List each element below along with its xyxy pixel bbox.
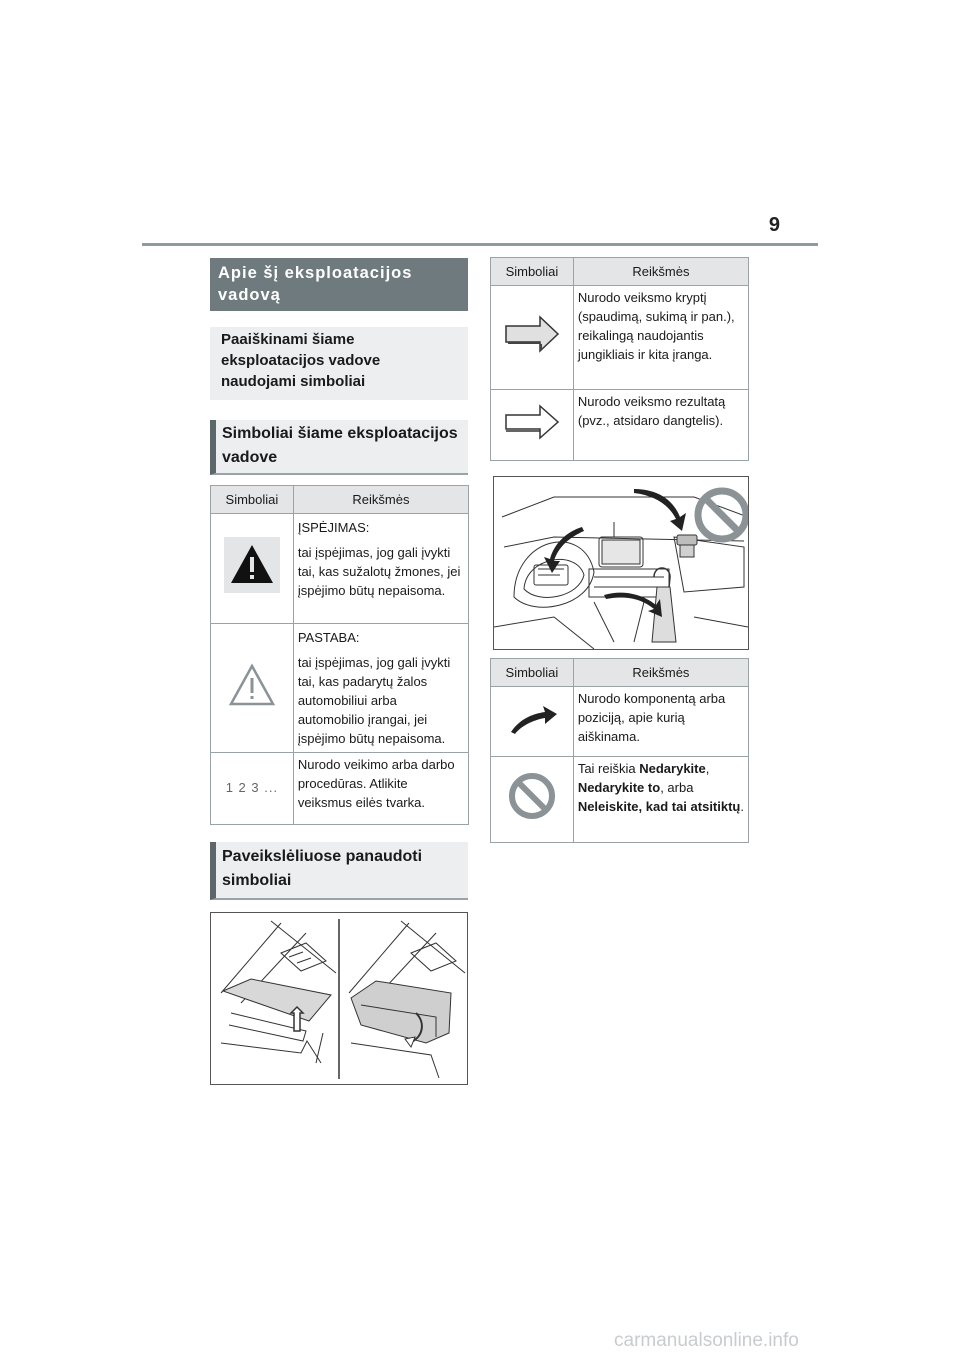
arrow-outline-icon — [502, 402, 562, 442]
symbol-cell — [211, 624, 294, 753]
table-row — [491, 286, 749, 390]
notice-text: tai įspėjimas, jog gali įvykti tai, kas padarytų žalos automobiliui arba automobilio įrangai, jei įspėjimo būtų nepaisoma. — [297, 655, 451, 746]
warning-triangle-filled-icon — [224, 537, 280, 593]
step-numbers-icon: 1 2 3 ... — [225, 780, 279, 795]
prohibition-suffix: . — [740, 799, 745, 814]
prohibition-prefix: Tai reiškia — [577, 761, 640, 776]
page-number: 9 — [768, 214, 780, 236]
table-row — [211, 624, 469, 753]
prohibition-bold-1: Nedarykite — [639, 761, 706, 776]
table-header-row — [211, 486, 469, 514]
table-row — [211, 514, 469, 624]
meaning-cell — [573, 390, 748, 461]
meaning-cell — [573, 687, 748, 757]
column-header-meaning: Reikšmės — [573, 258, 748, 286]
symbols-table-arrows — [490, 257, 749, 461]
warning-label: ĮSPĖJIMAS: — [297, 520, 370, 535]
intro-box: Paaiškinami šiame eksploatacijos vadove naudojami simboliai — [210, 327, 468, 400]
column-header-meaning: Reikšmės — [293, 486, 468, 514]
illustration-dashboard — [493, 476, 749, 650]
table-header-row — [491, 258, 749, 286]
table-row — [491, 687, 749, 757]
curved-pointer-arrow-icon — [505, 698, 559, 738]
meaning-cell — [573, 286, 748, 390]
table-row — [491, 757, 749, 843]
chapter-banner: Apie šį eksploatacijos vadovą — [210, 258, 468, 311]
column-header-symbols: Simboliai — [211, 486, 294, 514]
result-text: Nurodo veiksmo rezultatą (pvz., atsidaro dangtelis). — [577, 394, 726, 428]
column-header-symbols: Simboliai — [491, 659, 574, 687]
prohibition-sign-in-illustration — [698, 491, 746, 539]
meaning-cell — [293, 624, 468, 753]
prohibition-sep-2: , arba — [660, 780, 694, 795]
prohibition-sep-1: , — [705, 761, 710, 776]
symbol-cell — [211, 514, 294, 624]
section-heading-illustration-symbols: Paveikslėliuose panaudoti simboliai — [210, 842, 468, 900]
component-text: Nurodo komponentą arba poziciją, apie kurią aiškinama. — [577, 691, 726, 744]
direction-text: Nurodo veiksmo kryptį (spaudimą, sukimą ir pan.), reikalingą naudojantis jungikliais ir kita įranga. — [577, 290, 735, 362]
prohibition-bold-3: Neleiskite, kad tai atsitiktų — [577, 799, 741, 814]
table-row — [491, 390, 749, 461]
header-divider — [142, 243, 818, 246]
prohibition-icon — [506, 770, 558, 822]
symbol-cell — [491, 687, 574, 757]
symbol-cell — [491, 286, 574, 390]
footer-watermark: carmanualsonline.info — [614, 1330, 799, 1351]
symbols-table-manual — [210, 485, 469, 825]
section-heading-manual-symbols: Simboliai šiame eksploatacijos vadove — [210, 420, 468, 475]
arrow-filled-icon — [502, 314, 562, 354]
meaning-cell — [573, 757, 748, 843]
warning-text: tai įspėjimas, jog gali įvykti tai, kas sužalotų žmones, jei įspėjimo būtų nepaisoma. — [297, 545, 461, 598]
prohibition-bold-2: Nedarykite to — [577, 780, 661, 795]
visor-mirror-drawing — [211, 913, 467, 1084]
illustration-sun-visor-mirror — [210, 912, 468, 1085]
prohibition-text — [578, 759, 744, 816]
meaning-cell — [293, 753, 468, 825]
symbol-cell — [491, 390, 574, 461]
column-header-meaning: Reikšmės — [573, 659, 748, 687]
procedure-text: Nurodo veikimo arba darbo procedūras. Atlikite veiksmus eilės tvarka. — [297, 757, 455, 810]
notice-triangle-outline-icon — [227, 662, 277, 708]
notice-label: PASTABA: — [297, 630, 360, 645]
symbol-cell — [491, 757, 574, 843]
table-row — [211, 753, 469, 825]
symbol-cell — [211, 753, 294, 825]
dashboard-drawing — [494, 477, 748, 649]
meaning-cell — [293, 514, 468, 624]
symbols-table-indicators — [490, 658, 749, 843]
table-header-row — [491, 659, 749, 687]
column-header-symbols: Simboliai — [491, 258, 574, 286]
